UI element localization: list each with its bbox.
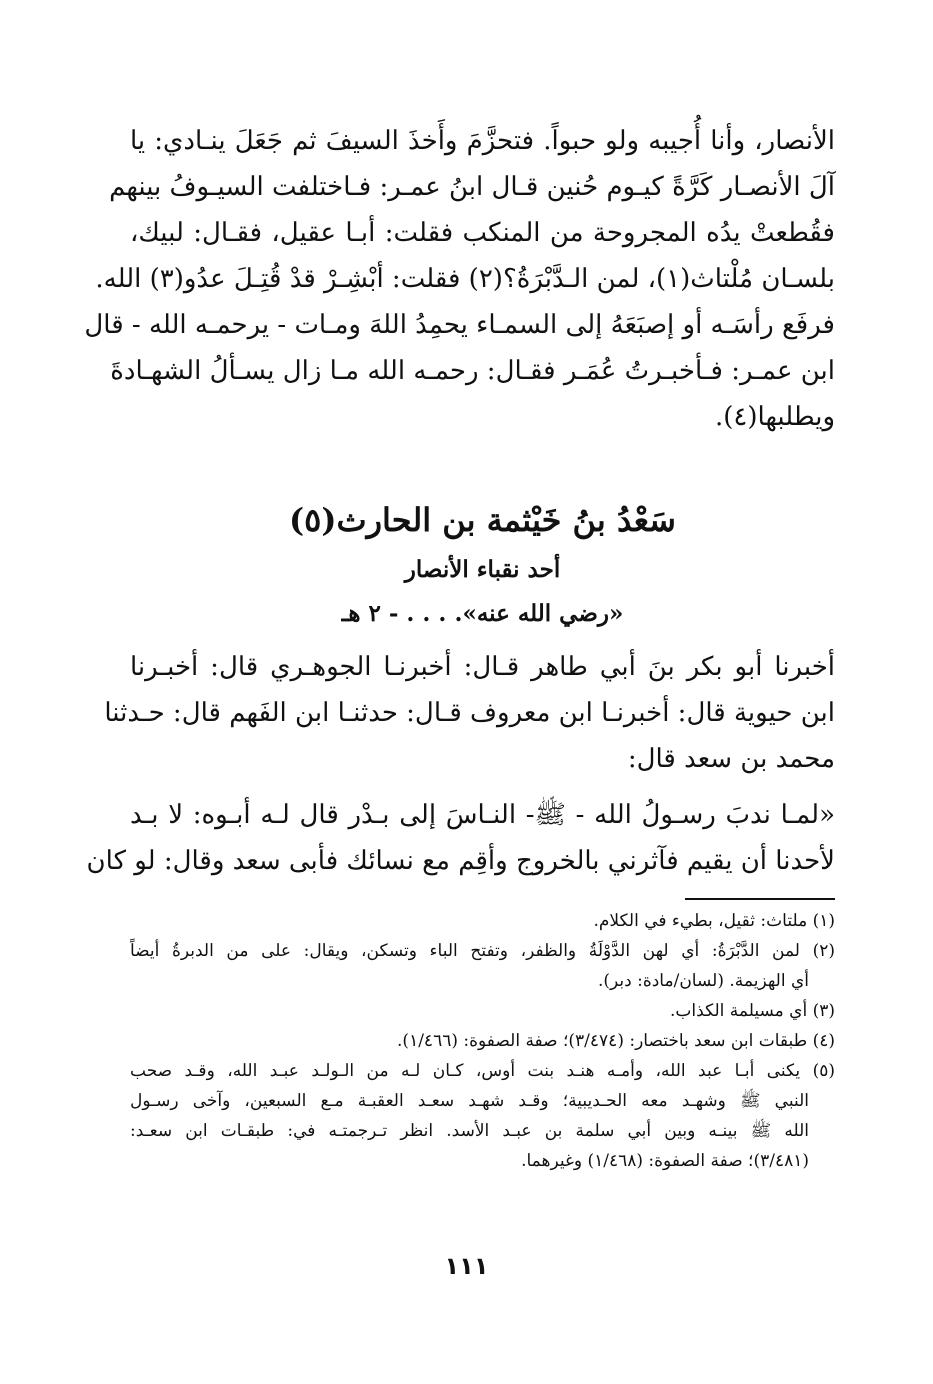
body-line: ويطلبها(٤). [714,402,835,432]
footnote-5-continuation: الله ﷺ بينـه وبين أبي سلمة بن عبـد الأسد. انظر تـرجمتـه في: طبقـات ابن سعـد: [130,1121,810,1141]
footnotes [130,906,835,1176]
body-line: فقُطعتْ يدُه المجروحة من المنكب فقلت: أبـا عقيل، فقـال: لبيك، [130,218,835,248]
footnote-5-continuation: (٣/٤٨١)؛ صفة الصفوة: (١/٤٦٨) وغيرهما. [521,1151,809,1171]
footnote-1: (١) ملتاث: ثقيل، بطيء في الكلام. [593,911,835,931]
body-line: أخبرنا أبو بكر بنَ أبي طاهر قـال: أخبرنـا الجوهـري قال: أخبـرنا [130,652,835,682]
body-line: «لمـا ندبَ رسـولُ الله - ﷺ- النـاسَ إلى بـدْر قال لـه أبـوه: لا بـد [130,800,835,830]
body-paragraph-top [84,118,835,440]
page-number: ١١١ [444,1252,489,1280]
section-date: «رضي الله عنه». . . . - ٢ هـ [341,600,624,627]
body-line: فرفَع رأسَـه أو إصبَعَهُ إلى السمـاء يحمِدُ اللهَ ومـات - يرحمـه الله - قال [84,310,835,340]
footnote-divider [685,898,835,900]
body-paragraph-chain [104,644,835,782]
body-line: بلسـان مُلْتاث(١)، لمن الـدَّبْرَةُ؟(٢) فقلت: أبْشِـرْ قدْ قُتِـلَ عدُو(٣) الله. [95,264,835,294]
body-line: ابن عمـر: فـأخبـرتُ عُمَـر فقـال: رحمـه الله مـا زال يسـألُ الشهـادةَ [110,356,835,386]
section-title: سَعْدُ بنُ خَيْثمة بن الحارث(٥) [289,501,676,539]
body-line: محمد بن سعد قال: [627,744,835,774]
section-subtitle: أحد نقباء الأنصار [404,556,561,583]
footnote-2-continuation: أي الهزيمة. (لسان/مادة: دبر). [597,971,809,991]
footnote-5-continuation: النبي ﷺ وشهـد معه الحـديبية؛ وقـد شهـد سعـد العقبـة مـع السبعين، وآخى رسـول [130,1091,809,1111]
body-paragraph-quote [86,792,835,884]
footnote-4: (٤) طبقات ابن سعد باختصار: (٣/٤٧٤)؛ صفة الصفوة: (١/٤٦٦). [397,1031,835,1051]
body-line: لأحدنا أن يقيم فآثرني بالخروج وأقِم مع نسائك فأبى سعد وقال: لو كان [86,846,835,876]
footnote-5: (٥) يكنى أبـا عبد الله، وأمـه هنـد بنت أوس، كـان لـه من الـولـد عبـد الله، وقـد صحب [130,1061,835,1081]
body-line: آلَ الأنصـار كَرَّةً كيـوم حُنين قـال ابنُ عمـر: فـاختلفت السيـوفُ بينهم [109,172,835,202]
body-line: ابن حيوية قال: أخبرنـا ابن معروف قـال: حدثنـا ابن الفَهم قال: حـدثنا [104,698,835,728]
page-content [84,118,835,1176]
footnote-2: (٢) لمن الدَّبْرَةُ: أي لهن الدَّوْلَةُ والظفر، وتفتح الباء وتسكن، ويقال: على من الدبرةُ أيضاً [130,941,835,961]
footnote-3: (٣) أي مسيلمة الكذاب. [670,1001,835,1021]
body-line: الأنصار، وأنا أُجيبه ولو حبواً. فتحزَّمَ وأَخذَ السيفَ ثم جَعَلَ ينـادي: يا [130,126,835,156]
